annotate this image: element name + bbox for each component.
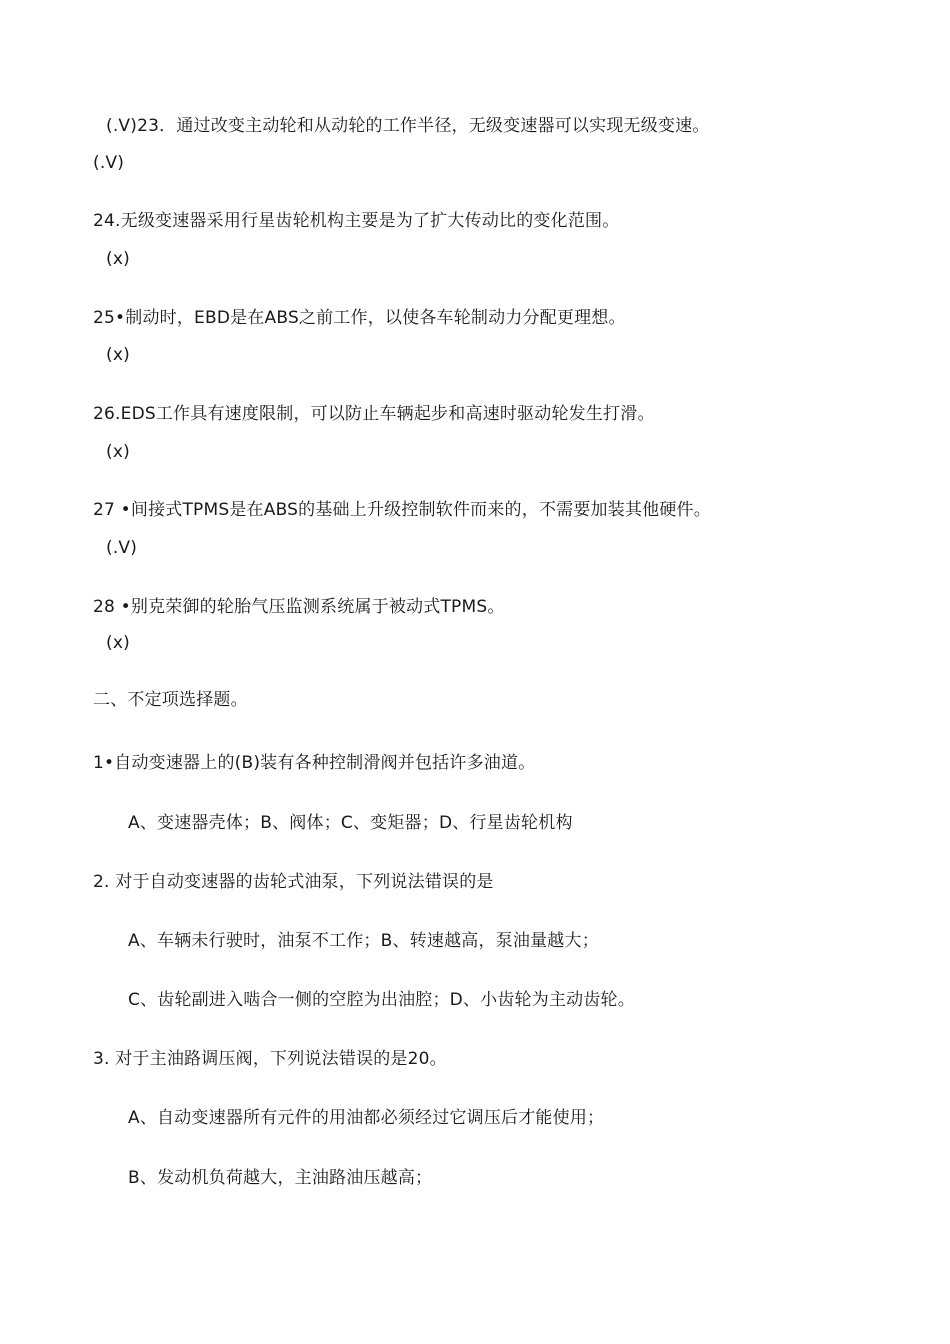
item-25-statement: 25•制动时，EBD是在ABS之前工作，以使各车轮制动力分配更理想。 xyxy=(93,308,626,328)
item-25-answer: (x) xyxy=(106,345,130,365)
item-28-statement: 28 •别克荣御的轮胎气压监测系统属于被动式TPMS。 xyxy=(93,597,505,617)
question-2-options-cd: C、齿轮副进入啮合一侧的空腔为出油腔；D、小齿轮为主动齿轮。 xyxy=(128,990,635,1010)
item-24-statement: 24.无级变速器采用行星齿轮机构主要是为了扩大传动比的变化范围。 xyxy=(93,211,620,231)
item-27-answer: (.V) xyxy=(106,538,138,558)
item-23-statement: (.V)23．通过改变主动轮和从动轮的工作半径，无级变速器可以实现无级变速。 xyxy=(106,116,710,136)
item-26-answer: (x) xyxy=(106,442,130,462)
question-1: 1•自动变速器上的(B)装有各种控制滑阀并包括许多油道。 xyxy=(93,753,536,773)
item-26-statement: 26.EDS工作具有速度限制，可以防止车辆起步和高速时驱动轮发生打滑。 xyxy=(93,404,655,424)
section-heading: 二、不定项选择题。 xyxy=(93,690,248,710)
question-3: 3. 对于主油路调压阀，下列说法错误的是20。 xyxy=(93,1049,447,1069)
item-24-answer: (x) xyxy=(106,249,130,269)
question-2-options-ab: A、车辆未行驶时，油泵不工作；B、转速越高，泵油量越大； xyxy=(128,931,599,951)
question-2: 2. 对于自动变速器的齿轮式油泵，下列说法错误的是 xyxy=(93,872,494,892)
item-27-statement: 27 •间接式TPMS是在ABS的基础上升级控制软件而来的，不需要加装其他硬件。 xyxy=(93,500,711,520)
item-23-answer: (.V) xyxy=(93,153,125,173)
item-28-answer: (x) xyxy=(106,633,130,653)
question-3-option-a: A、自动变速器所有元件的用油都必须经过它调压后才能使用； xyxy=(128,1108,605,1128)
question-3-option-b: B、发动机负荷越大，主油路油压越高； xyxy=(128,1168,433,1188)
question-1-options: A、变速器壳体；B、阀体；C、变矩器；D、行星齿轮机构 xyxy=(128,813,573,833)
